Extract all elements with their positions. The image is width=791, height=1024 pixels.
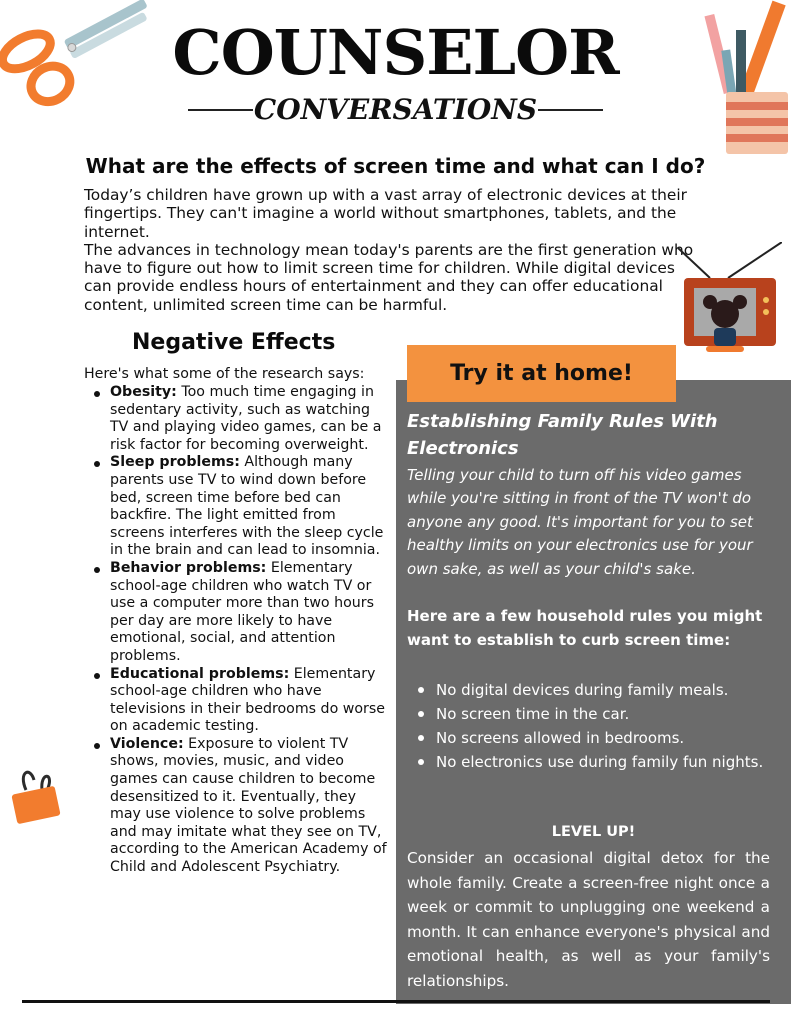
level-up-text: Consider an occasional digital detox for the whole family. Create a screen-free night once a week or commit to unplugging one weekend a month. It can enhance everyone's physical and emotional health, as well as your family's relationships. [407,849,770,990]
list-item-text: Exposure to violent TV shows, movies, music, and video games can cause children to become desensitized to it. Eventually, they may use violence to solve problems and may imitate what they see on TV, according to the American Academy of Child and Adolescent Psychiatry. [110,735,387,876]
list-item-text: Too much time engaging in sedentary activity, such as watching TV and playing video games, can be a risk factor for becoming overweight. [110,384,382,453]
list-item [110,454,390,560]
intro-paragraph-1: Today’s children have grown up with a vast array of electronic devices at their fingertips. They can't imagine a world without smartphones, tablets, and the internet. [84,186,687,241]
negative-effects-lead: Here's what some of the research says: [84,366,365,382]
list-item-term: Sleep problems: [110,454,240,471]
binder-clip-icon [8,766,63,824]
list-item: No screens allowed in bedrooms. [436,726,776,750]
list-item: No screen time in the car. [436,702,776,726]
section-question: What are the effects of screen time and what can I do? [85,154,706,178]
list-item-text: Elementary school-age children who watch TV or use a computer more than two hours per day are more likely to have emotional, social, and attention problems. [110,559,375,664]
intro-text [84,186,704,314]
list-item-term: Educational problems: [110,665,290,682]
divider-right [538,109,603,111]
rules-intro: Here are a few household rules you might want to establish to curb screen time: [407,607,763,649]
subtitle-row [188,92,603,128]
panel-paragraph: Telling your child to turn off his video games while you're sitting in front of the TV won't do anyone any good. It's important for you to set healthy limits on your electronics use for your own sake, as well as your child's sake. [407,466,753,578]
television-icon [670,242,782,380]
intro-paragraph-2: The advances in technology mean today's parents are the first generation who have to figure out how to limit screen time for children. While digital devices can provide endless hours of entertainment and they can offer educational content, unlimited screen time can be harmful. [84,240,694,314]
rules-list [436,678,776,774]
try-at-home-tab: Try it at home! [407,345,676,402]
list-item-text: Elementary school-age children who have televisions in their bedrooms do worse on academic testing. [110,665,385,735]
list-item [110,560,390,666]
panel-title: Establishing Family Rules With Electronics [407,411,718,459]
list-item-term: Obesity: [110,384,177,400]
negative-effects-list [110,384,390,877]
list-item-term: Violence: [110,735,184,752]
page-title: COUNSELOR [172,16,619,89]
list-item-term: Behavior problems: [110,559,267,576]
bottom-divider [22,1000,770,1003]
list-item [110,666,390,736]
list-item: No digital devices during family meals. [436,678,776,702]
negative-effects-heading: Negative Effects [132,330,336,355]
page-subtitle: CONVERSATIONS [253,93,538,126]
list-item-text: Although many parents use TV to wind down before bed, screen time before bed can backfire. The light emitted from screens interferes with the sleep cycle in the brain and can lead to insomnia. [110,454,384,559]
level-up-heading: LEVEL UP! [551,824,636,840]
list-item [110,384,390,454]
list-item: No electronics use during family fun nights. [436,750,776,774]
list-item [110,736,390,877]
